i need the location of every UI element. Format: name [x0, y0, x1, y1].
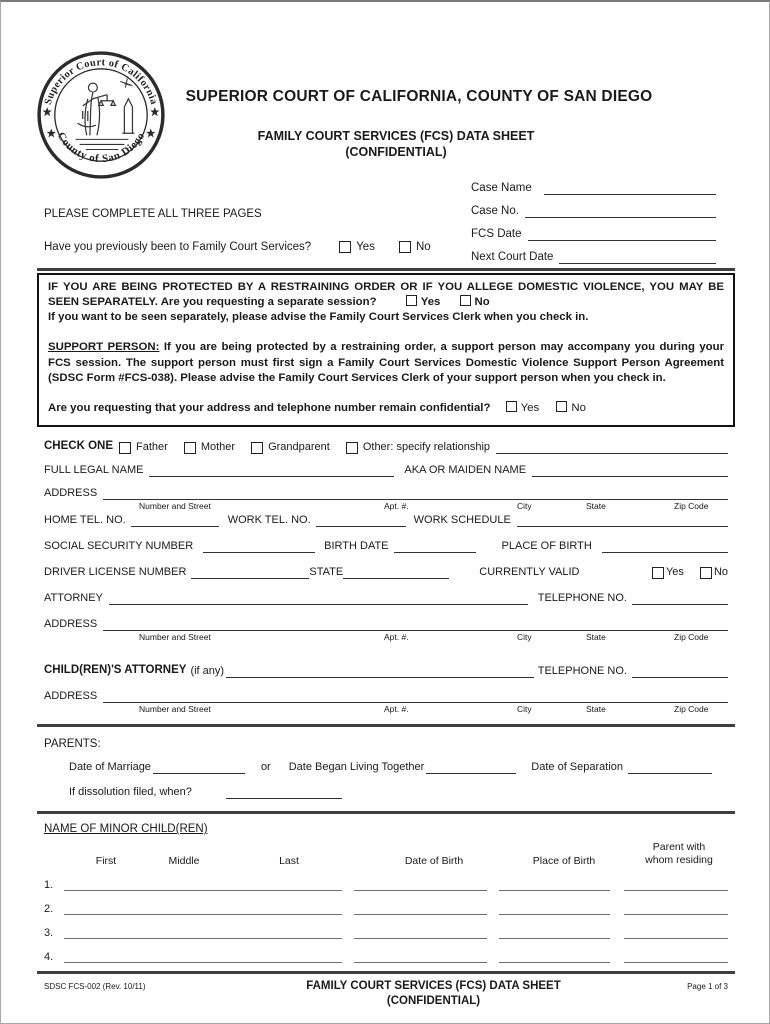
fcs-date-field[interactable]: [528, 229, 717, 241]
page-footer: [37, 979, 735, 1009]
parents-heading: PARENTS:: [44, 738, 101, 751]
valid-no-label: No: [713, 566, 728, 579]
child-parent-field[interactable]: [624, 926, 728, 939]
mother-checkbox[interactable]: [184, 442, 196, 454]
zip-sublabel: Zip Code: [674, 500, 709, 511]
child-row-1: [44, 867, 728, 891]
page-indicator: Page 1 of 3: [687, 982, 728, 992]
section-divider: [37, 971, 735, 974]
attorney-telephone-label: TELEPHONE NO.: [537, 592, 627, 605]
child-row-2: [44, 891, 728, 915]
svg-text:Superior Court of California: [43, 57, 159, 106]
street-sublabel: Number and Street: [139, 704, 211, 715]
support-person-paragraph: [48, 340, 724, 385]
child-pob-field[interactable]: [499, 902, 610, 915]
minor-children-header: [44, 835, 728, 867]
zip-sublabel: Zip Code: [674, 704, 709, 715]
address-sublabels: [44, 501, 728, 512]
next-court-date-field[interactable]: [559, 252, 716, 264]
work-schedule-field[interactable]: [517, 515, 728, 527]
court-seal-icon: [35, 48, 167, 182]
currently-valid-label: CURRENTLY VALID: [479, 566, 580, 579]
father-label: Father: [136, 440, 168, 453]
form-title-line1: FAMILY COURT SERVICES (FCS) DATA SHEET: [257, 129, 535, 143]
birth-date-field[interactable]: [394, 541, 476, 553]
state-sublabel: State: [586, 704, 606, 715]
childrens-attorney-label: CHILD(REN)'S ATTORNEY: [44, 664, 187, 677]
child-pob-field[interactable]: [499, 878, 610, 891]
dl-number-field[interactable]: [191, 567, 309, 579]
grandparent-label: Grandparent: [268, 440, 330, 453]
full-legal-name-label: FULL LEGAL NAME: [44, 463, 144, 476]
support-person-text: If you are being protected by a restraining order, a support person may accompany you during your FCS session. The support person must first sign a Family Court Services Domestic Violence Support Person Agreement (SDSC Form #FCS-038). Please advise the Family Court Services Clerk of your support person when you check in.: [48, 341, 725, 384]
child-dob-field[interactable]: [354, 950, 487, 963]
full-legal-name-field[interactable]: [149, 465, 394, 477]
other-checkbox[interactable]: [346, 442, 358, 454]
confidential-no-label: No: [571, 401, 586, 414]
child-pob-field[interactable]: [499, 926, 610, 939]
address-row: [44, 487, 728, 500]
state-sublabel: State: [586, 500, 606, 511]
confidential-yes-label: Yes: [520, 401, 540, 414]
dl-state-label: STATE: [309, 566, 344, 579]
childrens-attorney-address-field[interactable]: [103, 691, 728, 703]
seal-bottom-text: County of San Diego: [54, 130, 148, 166]
date-of-marriage-label: Date of Marriage: [69, 761, 151, 774]
case-name-field[interactable]: [544, 183, 716, 195]
row-number: 1.: [44, 879, 54, 892]
address-label: ADDRESS: [44, 486, 98, 499]
childrens-attorney-row: [44, 664, 728, 678]
city-sublabel: City: [517, 632, 532, 643]
check-one-label: CHECK ONE: [44, 440, 114, 453]
marriage-dates-row: [69, 761, 728, 774]
next-court-date-row: [471, 241, 716, 264]
child-parent-field[interactable]: [624, 902, 728, 915]
city-sublabel: City: [517, 500, 532, 511]
confidential-question-row: [48, 401, 724, 416]
attorney-address-row: [44, 618, 728, 631]
work-schedule-label: WORK SCHEDULE: [413, 513, 511, 526]
work-tel-label: WORK TEL. NO.: [227, 513, 311, 526]
next-court-date-label: Next Court Date: [471, 251, 554, 264]
place-of-birth-label: PLACE OF BIRTH: [501, 540, 592, 553]
attorney-address-sublabels: [44, 632, 728, 643]
attorney-address-field[interactable]: [103, 619, 728, 631]
attorney-field[interactable]: [109, 593, 528, 605]
apt-sublabel: Apt. #.: [384, 500, 409, 511]
fcs-date-label: FCS Date: [471, 228, 522, 241]
row-number: 4.: [44, 951, 54, 964]
aka-field[interactable]: [532, 465, 728, 477]
childrens-attorney-field[interactable]: [226, 666, 534, 678]
separate-yes-checkbox[interactable]: [406, 295, 417, 306]
other-relationship-field[interactable]: [496, 442, 728, 454]
date-began-field[interactable]: [426, 762, 516, 774]
city-sublabel: City: [517, 704, 532, 715]
footer-title: [219, 979, 648, 1009]
case-name-row: [471, 172, 716, 195]
place-of-birth-field[interactable]: [602, 541, 728, 553]
form-title: [136, 128, 656, 161]
father-checkbox[interactable]: [119, 442, 131, 454]
aka-label: AKA OR MAIDEN NAME: [404, 463, 527, 476]
case-no-row: [471, 195, 716, 218]
child-pob-field[interactable]: [499, 950, 610, 963]
legal-name-row: [44, 464, 728, 477]
telephone-row: [44, 514, 728, 527]
attorney-address-label: ADDRESS: [44, 618, 98, 631]
date-of-marriage-field[interactable]: [153, 762, 245, 774]
attorney-row: [44, 592, 728, 605]
dissolution-row: [69, 786, 728, 799]
separate-no-checkbox[interactable]: [460, 295, 471, 306]
dl-state-field[interactable]: [343, 567, 449, 579]
valid-yes-checkbox[interactable]: [652, 567, 664, 579]
section-divider: [37, 268, 735, 271]
ssn-field[interactable]: [203, 541, 315, 553]
confidential-no-checkbox[interactable]: [556, 401, 567, 412]
child-name-field[interactable]: [64, 902, 342, 915]
childrens-attorney-telephone-label: TELEPHONE NO.: [537, 664, 627, 677]
attorney-telephone-field[interactable]: [632, 593, 728, 605]
state-sublabel: State: [586, 632, 606, 643]
section-divider: [37, 811, 735, 814]
child-row-3: [44, 915, 728, 939]
row-number: 3.: [44, 927, 54, 940]
row-number: 2.: [44, 903, 54, 916]
valid-yes-label: Yes: [665, 566, 684, 579]
or-label: or: [260, 761, 271, 774]
complete-pages-instruction: PLEASE COMPLETE ALL THREE PAGES: [44, 208, 262, 220]
separate-no-label: No: [474, 296, 490, 309]
date-of-separation-field[interactable]: [628, 762, 712, 774]
previous-fcs-question-row: [44, 241, 474, 254]
col-parent-header: Parent with whom residing: [645, 841, 713, 867]
support-person-heading: SUPPORT PERSON:: [48, 341, 160, 354]
separate-advise-line: If you want to be seen separately, please advise the Family Court Services Clerk when you check in.: [48, 311, 589, 324]
col-first-header: First: [95, 855, 117, 868]
address-field[interactable]: [103, 488, 728, 500]
dl-number-label: DRIVER LICENSE NUMBER: [44, 566, 187, 579]
date-of-separation-label: Date of Separation: [531, 761, 624, 774]
if-any-label: (if any): [190, 664, 225, 677]
confidential-yes-checkbox[interactable]: [506, 401, 517, 412]
home-tel-field[interactable]: [131, 515, 219, 527]
driver-license-row: [44, 566, 728, 579]
case-name-label: Case Name: [471, 182, 532, 195]
childrens-attorney-address-label: ADDRESS: [44, 690, 98, 703]
col-pob-header: Place of Birth: [532, 855, 596, 868]
dissolution-label: If dissolution filed, when?: [69, 786, 192, 799]
previous-yes-label: Yes: [356, 241, 375, 254]
col-middle-header: Middle: [168, 855, 200, 868]
other-label: Other: specify relationship: [362, 440, 490, 453]
childrens-attorney-telephone-field[interactable]: [632, 666, 728, 678]
childrens-attorney-address-row: [44, 690, 728, 703]
dissolution-field[interactable]: [226, 787, 342, 799]
apt-sublabel: Apt. #.: [384, 704, 409, 715]
street-sublabel: Number and Street: [139, 500, 211, 511]
separate-session-statement: IF YOU ARE BEING PROTECTED BY A RESTRAINING ORDER OR IF YOU ALLEGE DOMESTIC VIOLENCE, YOU MAY BE SEEN SEPARATELY.: [48, 281, 724, 309]
child-name-field[interactable]: [64, 950, 342, 963]
valid-no-checkbox[interactable]: [700, 567, 712, 579]
ssn-row: [44, 540, 728, 553]
fcs-date-row: [471, 218, 716, 241]
case-no-field[interactable]: [525, 206, 716, 218]
separate-yes-label: Yes: [420, 296, 441, 309]
childrens-attorney-address-sublabels: [44, 704, 728, 715]
child-row-4: [44, 939, 728, 963]
minor-children-title: NAME OF MINOR CHILD(REN): [44, 823, 208, 836]
date-began-label: Date Began Living Together: [288, 761, 425, 774]
zip-sublabel: Zip Code: [674, 632, 709, 643]
footer-title-line1: FAMILY COURT SERVICES (FCS) DATA SHEET: [306, 980, 561, 993]
child-name-field[interactable]: [64, 926, 342, 939]
mother-label: Mother: [200, 440, 236, 453]
grandparent-checkbox[interactable]: [251, 442, 263, 454]
previous-fcs-question: Have you previously been to Family Court Services?: [44, 241, 312, 253]
child-dob-field[interactable]: [354, 878, 487, 891]
home-tel-label: HOME TEL. NO.: [44, 513, 126, 526]
child-parent-field[interactable]: [624, 950, 728, 963]
col-last-header: Last: [279, 855, 299, 868]
form-title-line2: (CONFIDENTIAL): [345, 145, 447, 160]
footer-title-line2: (CONFIDENTIAL): [386, 995, 481, 1008]
svg-text:County of San Diego: [55, 130, 148, 165]
child-name-field[interactable]: [64, 878, 342, 891]
check-one-row: [44, 440, 728, 454]
seal-artwork: [76, 78, 135, 149]
apt-sublabel: Apt. #.: [384, 632, 409, 643]
seal-top-text: Superior Court of California: [42, 57, 160, 107]
child-parent-field[interactable]: [624, 878, 728, 891]
case-no-label: Case No.: [471, 205, 519, 218]
previous-no-label: No: [415, 241, 431, 254]
birth-date-label: BIRTH DATE: [324, 540, 389, 553]
separate-session-question: Are you requesting a separate session?: [160, 296, 377, 309]
court-title: SUPERIOR COURT OF CALIFORNIA, COUNTY OF SAN DIEGO: [185, 88, 653, 105]
confidential-question: Are you requesting that your address and telephone number remain confidential?: [48, 401, 491, 414]
child-dob-field[interactable]: [354, 926, 487, 939]
separate-session-paragraph: [48, 280, 724, 310]
previous-no-checkbox[interactable]: [399, 241, 411, 253]
section-divider: [37, 724, 735, 727]
restraining-order-notice-box: [37, 273, 735, 427]
case-info-block: [471, 172, 716, 264]
previous-yes-checkbox[interactable]: [339, 241, 351, 253]
form-number: SDSC FCS-002 (Rev. 10/11): [44, 982, 146, 992]
work-tel-field[interactable]: [316, 515, 406, 527]
col-dob-header: Date of Birth: [404, 855, 464, 868]
street-sublabel: Number and Street: [139, 632, 211, 643]
child-dob-field[interactable]: [354, 902, 487, 915]
ssn-label: SOCIAL SECURITY NUMBER: [44, 540, 194, 553]
attorney-label: ATTORNEY: [44, 592, 103, 605]
